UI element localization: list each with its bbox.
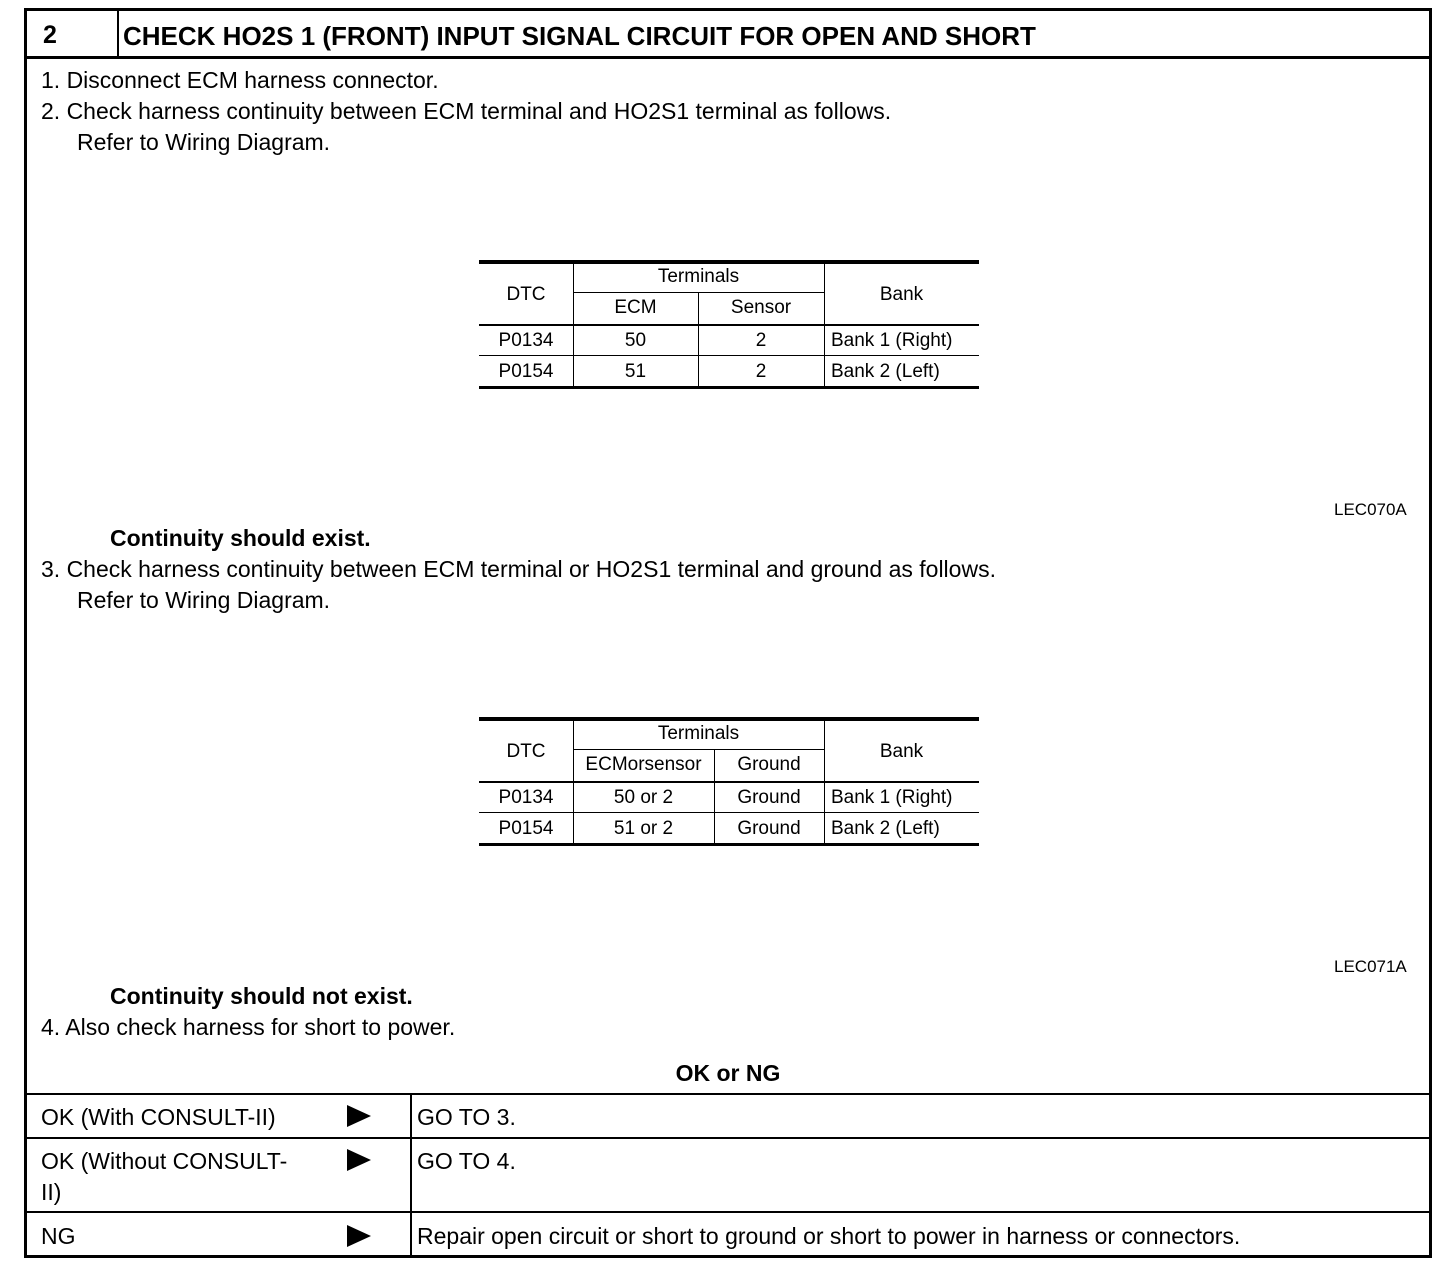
instruction-2-reference: Refer to Wiring Diagram. [77, 129, 331, 155]
continuity-table-2 [479, 717, 979, 846]
header-bottom-rule [27, 56, 1429, 59]
action-go-to-4: GO TO 4. [417, 1148, 516, 1174]
table1-header-rule [479, 324, 979, 326]
figure-id-2: LEC071A [1334, 957, 1407, 976]
table1-header-dtc: DTC [506, 284, 546, 305]
table2-col-rule-3 [824, 721, 825, 843]
table2-header-dtc: DTC [506, 741, 546, 762]
arrow-right-icon [347, 1225, 371, 1247]
step-title: CHECK HO2S 1 (FRONT) INPUT SIGNAL CIRCUIT FOR OPEN AND SHORT [123, 21, 1036, 51]
table1-header-terminals: Terminals [657, 266, 740, 287]
result-continuity-exist: Continuity should exist. [110, 525, 371, 551]
table1-header-sensor: Sensor [730, 297, 792, 318]
table1-header-ecm: ECM [614, 297, 657, 318]
results-column-rule [410, 1093, 412, 1255]
instruction-3-reference: Refer to Wiring Diagram. [77, 587, 331, 613]
table2-row2-bank: Bank 2 (Left) [831, 818, 940, 839]
ok-ng-heading: OK or NG [675, 1060, 781, 1086]
figure-id-1: LEC070A [1334, 500, 1407, 519]
arrow-right-icon [347, 1149, 371, 1171]
table2-row2-dtc: P0154 [498, 818, 554, 839]
table1-row1-sensor: 2 [755, 330, 767, 351]
table1-col-rule-3 [824, 264, 825, 386]
table2-header-ecm-or-sensor: ECMorsensor [585, 754, 702, 775]
table1-row2-sensor: 2 [755, 361, 767, 382]
step-number: 2 [43, 21, 57, 49]
result-ok-without-consult-line2: II) [41, 1179, 62, 1205]
table1-row2-ecm: 51 [624, 361, 647, 382]
continuity-table-1 [479, 260, 979, 389]
table2-row1-ground: Ground [737, 787, 801, 808]
table1-row2-bank: Bank 2 (Left) [831, 361, 940, 382]
table2-header-ground: Ground [737, 754, 801, 775]
instruction-1: 1. Disconnect ECM harness connector. [41, 67, 439, 93]
table1-header-bank: Bank [879, 284, 924, 305]
table1-row2-dtc: P0154 [498, 361, 554, 382]
table2-row1-terminal: 50 or 2 [613, 787, 674, 808]
result-ng: NG [41, 1223, 76, 1249]
header-divider [117, 11, 119, 56]
table2-header-rule [479, 781, 979, 783]
table2-row2-ground: Ground [737, 818, 801, 839]
table1-row1-bank: Bank 1 (Right) [831, 330, 953, 351]
action-go-to-3: GO TO 3. [417, 1104, 516, 1130]
arrow-right-icon [347, 1105, 371, 1127]
instruction-4: 4. Also check harness for short to power. [41, 1014, 456, 1040]
result-ok-with-consult: OK (With CONSULT-II) [41, 1104, 276, 1130]
result-ok-without-consult-line1: OK (Without CONSULT- [41, 1148, 288, 1174]
table2-row1-bank: Bank 1 (Right) [831, 787, 953, 808]
procedure-frame [24, 8, 1432, 1258]
results-row-rule-2 [27, 1211, 1429, 1213]
table1-row-rule [479, 355, 979, 356]
instruction-3: 3. Check harness continuity between ECM terminal or HO2S1 terminal and ground as follows. [41, 556, 996, 582]
table2-header-terminals: Terminals [657, 723, 740, 744]
results-row-rule-1 [27, 1137, 1429, 1139]
table1-row1-dtc: P0134 [498, 330, 554, 351]
table2-row1-dtc: P0134 [498, 787, 554, 808]
table2-row-rule [479, 812, 979, 813]
table2-row2-terminal: 51 or 2 [613, 818, 674, 839]
table2-subheader-rule [573, 749, 824, 750]
table1-row1-ecm: 50 [624, 330, 647, 351]
instruction-2: 2. Check harness continuity between ECM terminal and HO2S1 terminal as follows. [41, 98, 892, 124]
action-repair: Repair open circuit or short to ground or short to power in harness or connectors. [417, 1223, 1241, 1249]
result-continuity-not-exist: Continuity should not exist. [110, 983, 413, 1009]
table2-header-bank: Bank [879, 741, 924, 762]
results-top-rule [27, 1093, 1429, 1095]
